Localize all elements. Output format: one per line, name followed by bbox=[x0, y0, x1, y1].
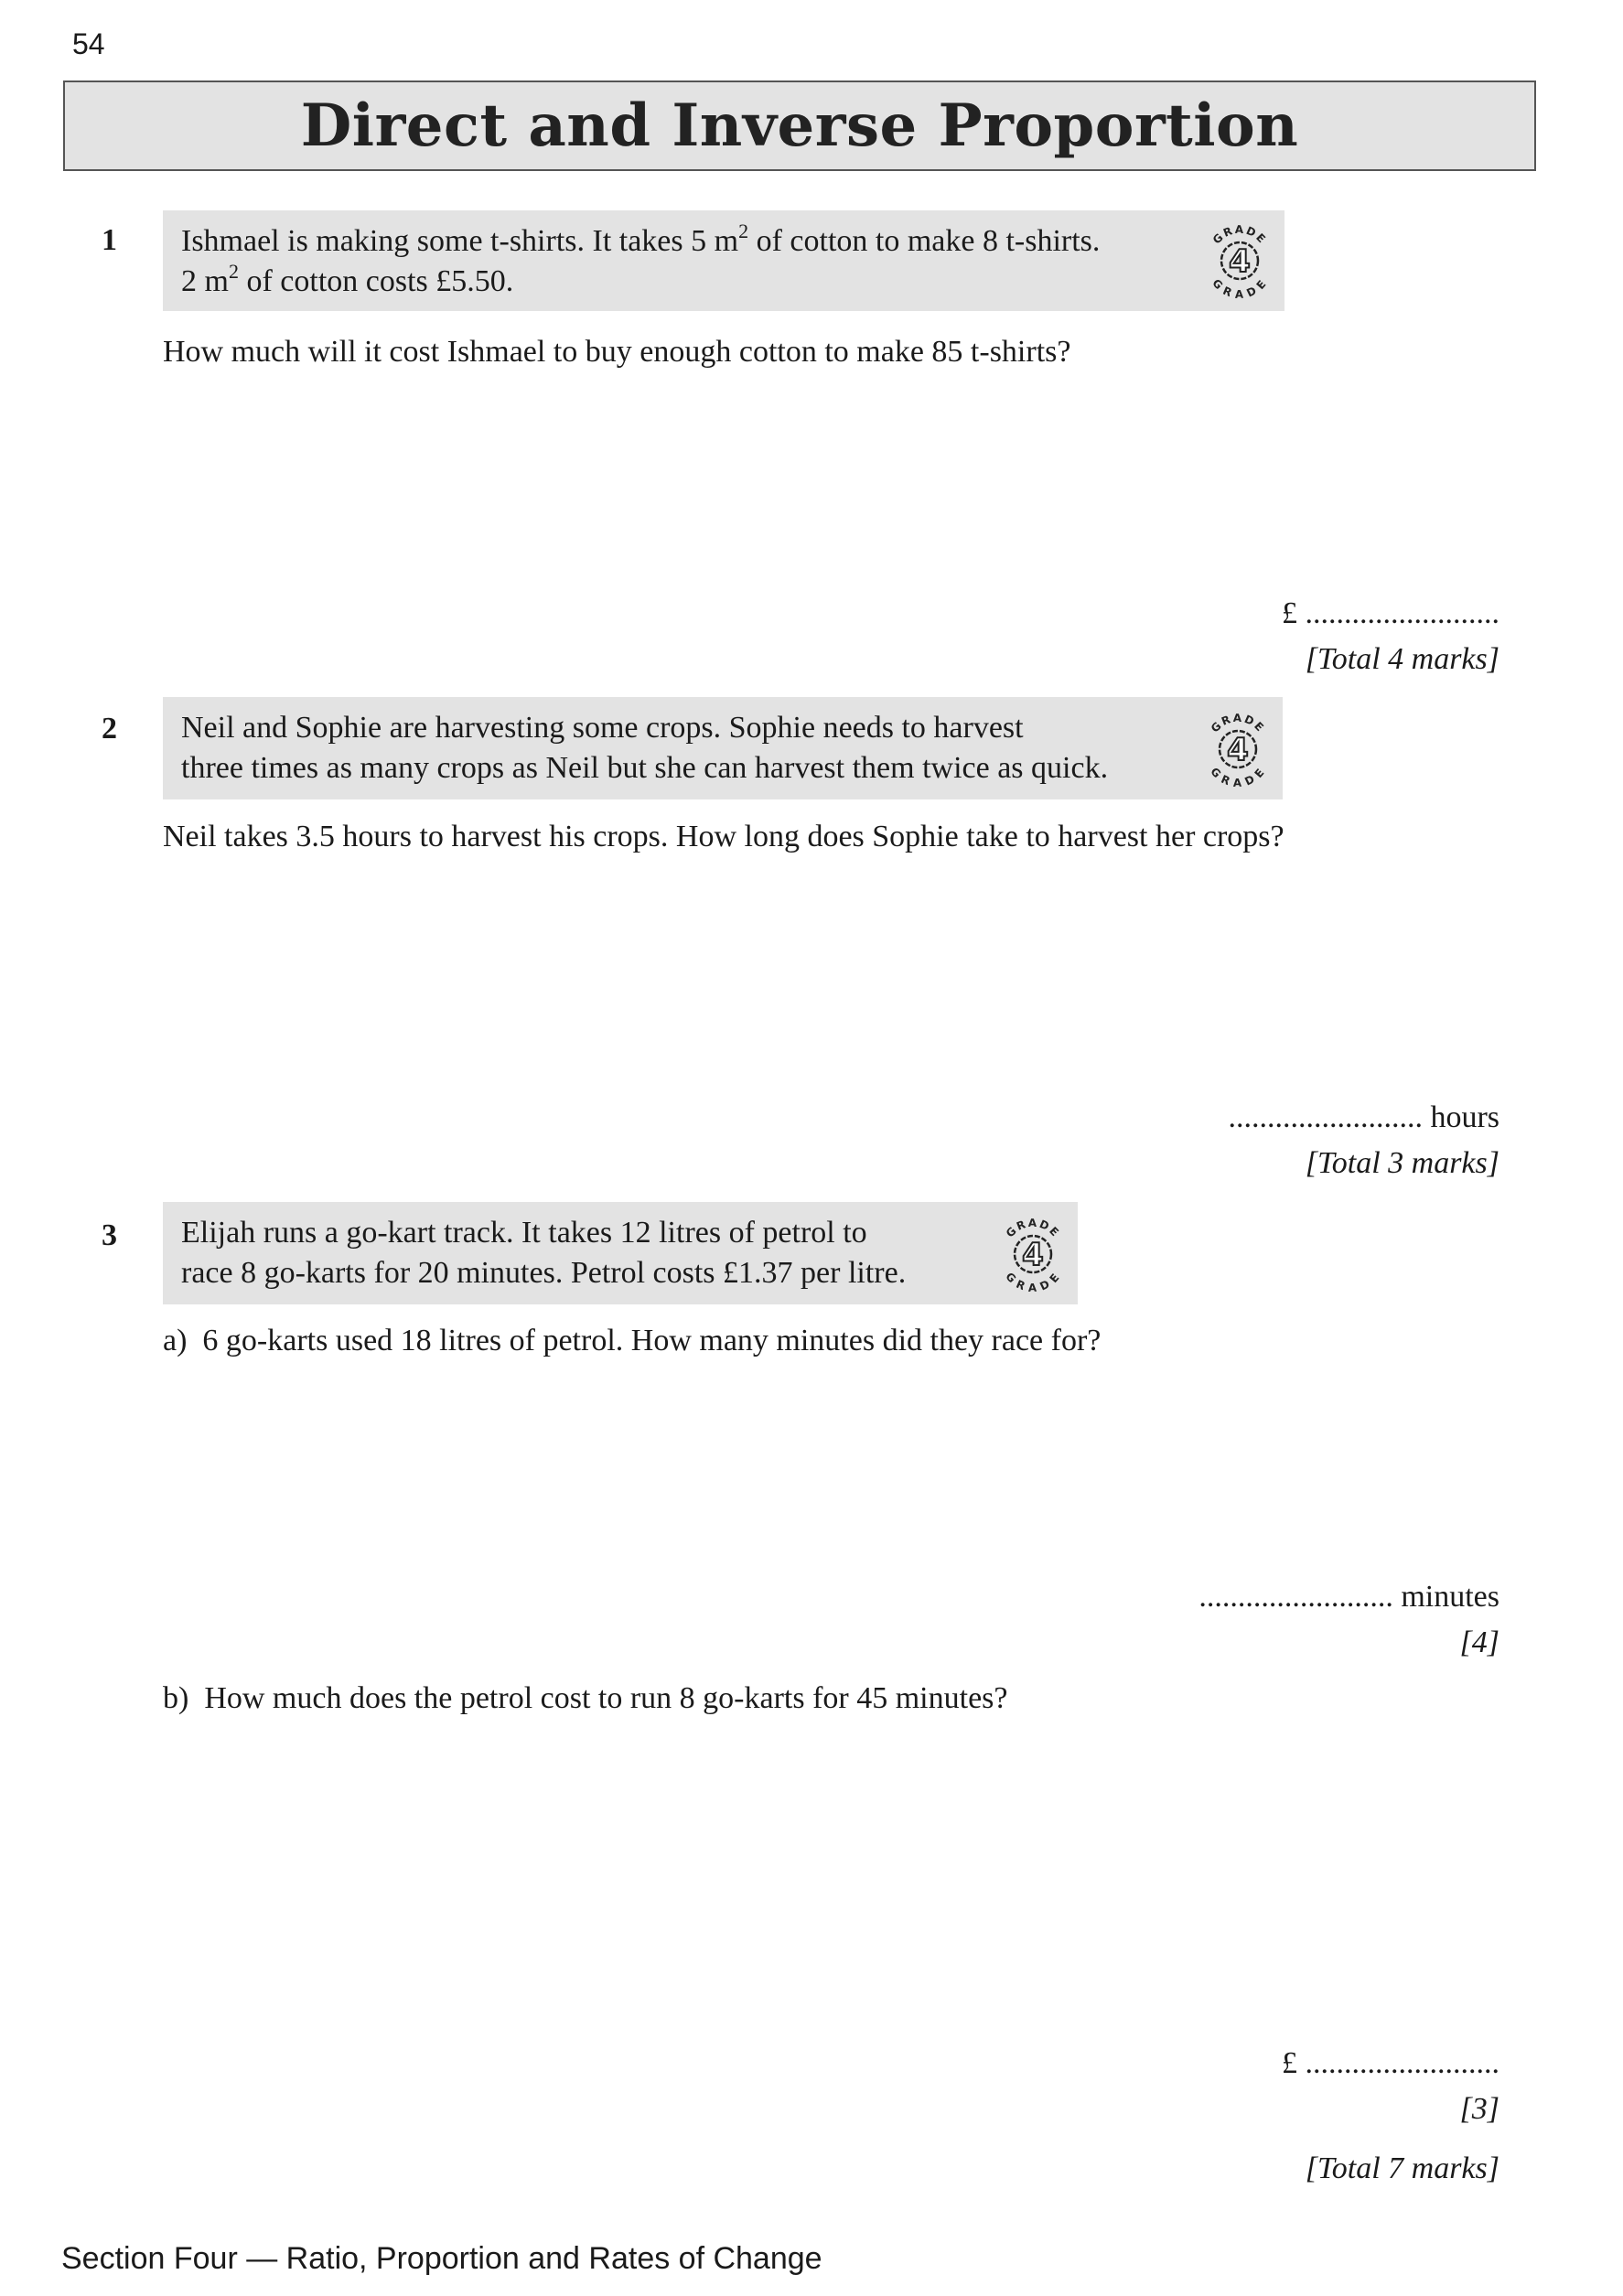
part-a bbox=[163, 1321, 1101, 1361]
grade-badge-icon bbox=[1202, 708, 1274, 789]
question-info-box bbox=[163, 697, 1283, 799]
part-label: a) bbox=[163, 1324, 188, 1357]
section-footer: Section Four — Ratio, Proportion and Rates of Change bbox=[61, 2241, 822, 2276]
question-info-box bbox=[163, 1202, 1078, 1304]
part-marks: [3] bbox=[1459, 2092, 1499, 2126]
answer-line[interactable]: ......................... minutes bbox=[1198, 1580, 1499, 1614]
info-line: Neil and Sophie are harvesting some crops. Sophie needs to harvest bbox=[181, 711, 1024, 745]
part-label: b) bbox=[163, 1681, 189, 1715]
answer-line[interactable]: ......................... hours bbox=[1228, 1100, 1499, 1134]
question-number: 3 bbox=[102, 1218, 117, 1252]
info-line: race 8 go-karts for 20 minutes. Petrol costs £1.37 per litre. bbox=[181, 1256, 907, 1290]
title-banner bbox=[63, 80, 1536, 171]
grade-badge-icon bbox=[1204, 220, 1275, 300]
total-marks: [Total 4 marks] bbox=[1305, 642, 1499, 676]
question-number: 1 bbox=[102, 223, 117, 257]
question-text: How much will it cost Ishmael to buy enough cotton to make 85 t-shirts? bbox=[163, 335, 1071, 369]
question-text: Neil takes 3.5 hours to harvest his crops. How long does Sophie take to harvest her crops? bbox=[163, 820, 1284, 853]
grade-badge-icon bbox=[997, 1213, 1069, 1293]
answer-line[interactable]: £ ......................... bbox=[1282, 596, 1499, 630]
page-title: Direct and Inverse Proportion bbox=[300, 91, 1299, 160]
part-marks: [4] bbox=[1459, 1625, 1499, 1659]
info-line: Ishmael is making some t-shirts. It takes 5 $m^2$ of cotton to make 8 t-shirts. bbox=[181, 220, 1101, 258]
total-marks: [Total 7 marks] bbox=[1305, 2151, 1499, 2185]
info-line: 2 $m^2$ of cotton costs £5.50. bbox=[181, 260, 514, 298]
total-marks: [Total 3 marks] bbox=[1305, 1146, 1499, 1180]
info-line: three times as many crops as Neil but she can harvest them twice as quick. bbox=[181, 751, 1109, 785]
page-number: 54 bbox=[72, 27, 105, 60]
part-question: How much does the petrol cost to run 8 go-karts for 45 minutes? bbox=[204, 1681, 1008, 1715]
info-line: Elijah runs a go-kart track. It takes 12 litres of petrol to bbox=[181, 1216, 867, 1250]
answer-line[interactable]: £ ......................... bbox=[1282, 2046, 1499, 2080]
question-info-box bbox=[163, 210, 1284, 311]
part-question: 6 go-karts used 18 litres of petrol. How many minutes did they race for? bbox=[202, 1324, 1102, 1357]
question-number: 2 bbox=[102, 712, 117, 746]
part-b bbox=[163, 1679, 1007, 1719]
